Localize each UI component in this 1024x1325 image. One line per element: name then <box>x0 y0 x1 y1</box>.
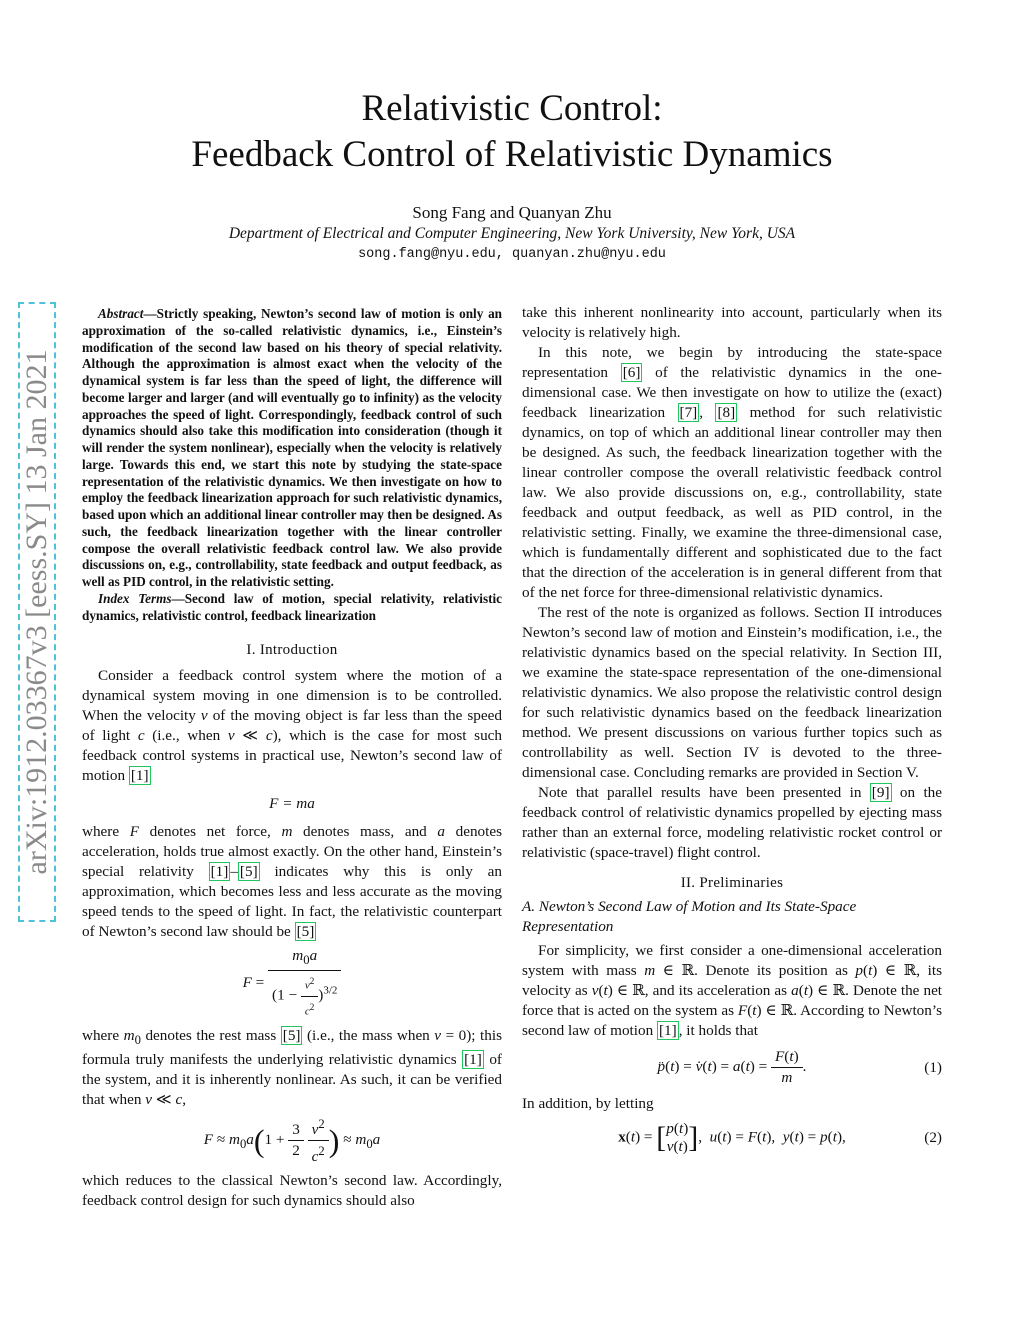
citation-link[interactable]: [6] <box>622 364 641 381</box>
right-paragraph-4: Note that parallel results have been presented in [9] on the feedback control of relativistic dynamics propelled by ejecting mass rather than an external force, modeling relativistic rocket control or relativistic (space-travel) flight control. <box>522 784 942 861</box>
citation-link[interactable]: [5] <box>282 1026 301 1044</box>
arxiv-id[interactable]: arXiv:1912.03367v3 [eess.SY] 13 Jan 2021 <box>20 349 53 875</box>
citation-link[interactable]: [1] <box>130 767 149 785</box>
right-column <box>522 303 942 1162</box>
authors: Song Fang and Quanyan Zhu <box>412 203 612 222</box>
citation-link[interactable]: [8] <box>717 404 736 421</box>
author-emails: song.fang@nyu.edu, quanyan.zhu@nyu.edu <box>358 247 666 262</box>
subsection-heading-a: A. Newton’s Second Law of Motion and Its State-Space Representation <box>522 898 857 935</box>
intro-paragraph-1: Consider a feedback control system where the motion of a dynamical system moving in one dimension is to be controlled. When the velocity v of the moving object is far less than the speed of light c (i.e., when v ≪ c), which is the case for most such feedback control systems in practical use, Newton’s second law of motion [1] <box>82 667 503 785</box>
index-terms <box>82 591 502 625</box>
citation-link[interactable]: [5] <box>296 923 315 941</box>
equation-approximation: $F \approx m_0a(1$ + $\frac{3}{2}$ $\frac{v^2}{c^2}$ ) ≈ $m_0a$ <box>82 1114 502 1167</box>
citation-link[interactable]: [7] <box>679 404 698 421</box>
equation-1: p̈(t) = v̇(t) = a(t) = $\frac{F(t)}{m}$ . (1) <box>657 1048 942 1086</box>
equation-relativistic-force: F = $m_0a$ (1 − $\frac{v^2}{c^2}$ )$^{3/2}$ <box>82 946 502 1021</box>
title-line-2: Feedback Control of Relativistic Dynamics <box>191 134 833 175</box>
affiliation: Department of Electrical and Computer Engineering, New York University, New York, USA <box>228 225 796 242</box>
section-heading-intro: I. Introduction <box>246 642 338 659</box>
arxiv-sidebar[interactable] <box>18 302 56 922</box>
equation-number: (2) <box>924 1129 942 1146</box>
citation-link[interactable]: [5] <box>239 863 258 881</box>
citation-link[interactable]: [9] <box>871 784 890 801</box>
right-paragraph-2: In this note, we begin by introducing the state-space representation [6] of the relativistic dynamics in the one-dimensional case. We then investigate on how to utilize the (exact) feedback linearization [7] , [8] method for such relativistic dynamics, on top of which an additional linear controller may then be designed. As such, the feedback linearization together with the linear controller compose the overall relativistic feedback control law. We also provide discussions on, e.g., controllability, state feedback and output feedback, as well as PID control, in the relativistic setting. Finally, we examine the three-dimensional case, which is fundamentally different and sophisticated due to the fact that the direction of the acceleration is in general different from that of the net force for three-dimensional relativistic dynamics. <box>522 344 942 601</box>
equation-newton: F = ma <box>269 795 315 813</box>
intro-paragraph-3: where $m_0$ denotes the rest mass [5] (i.e., the mass when v = 0); this formula truly manifests the underlying relativistic dynamics [1] of the system, and it is inherently nonlinear. As such, it can be verified that when v ≪ c, <box>82 1026 502 1108</box>
right-paragraph-3: The rest of the note is organized as follows. Section II introduces Newton’s second law of motion and Einstein’s modification, i.e., the relativistic dynamics based on the special relativity. In Section III, we examine the state-space representation of the one-dimensional relativistic dynamics. We also propose the relativistic control design for such relativistic dynamics based on the feedback linearization method. We present discussions on various further topics such as controllability as well. Section IV is devoted to the three-dimensional case. Concluding remarks are provided in Section V. <box>522 604 942 781</box>
abstract-label: Abstract <box>98 306 144 321</box>
index-terms-label: Index Terms <box>98 590 172 606</box>
preliminaries-paragraph: For simplicity, we first consider a one-dimensional acceleration system with mass m ∈ ℝ. Denote its position as p(t) ∈ ℝ, its velocity as v(t) ∈ ℝ, and its acceleration as a(t) ∈ ℝ. Denote the net force that is acted on the system as F(t) ∈ ℝ. According to Newton’s second law of motion [1] , it holds that <box>522 942 943 1039</box>
letting-text: In addition, by letting <box>522 1095 654 1112</box>
section-heading-preliminaries: II. Preliminaries <box>680 875 784 891</box>
title-line-1: Relativistic Control: <box>361 88 663 129</box>
equation-number: (1) <box>924 1058 942 1076</box>
intro-paragraph-4: which reduces to the classical Newton’s second law. Accordingly, feedback control design for such dynamics should also <box>82 1171 502 1209</box>
citation-link[interactable]: [1] <box>658 1022 677 1039</box>
left-column <box>82 306 502 1211</box>
equation-2: x(t) = [p(t) v(t)], u(t) = F(t), y(t) = p(t), (2) <box>618 1120 942 1155</box>
right-paragraph-1: take this inherent nonlinearity into account, particularly when its velocity is relatively high. <box>522 304 942 341</box>
index-terms-text: —Second law of motion, special relativity, relativistic dynamics, relativistic control, feedback linearization <box>82 590 502 623</box>
citation-link[interactable]: [1] <box>210 863 229 881</box>
abstract <box>82 306 502 591</box>
citation-link[interactable]: [1] <box>464 1050 482 1068</box>
abstract-text: —Strictly speaking, Newton’s second law of motion is only an approximation of the so-called relativistic dynamics, i.e., Einstein’s modification of the second law based on his theory of special relativity. Although the approximation is almost exact when the velocity of the dynamical system is far less than the speed of light, the difference will become larger and larger (and will eventually go to infinity) as the velocity approaches the speed of light. Correspondingly, feedback control of such dynamics should also take this modification into consideration (though it will render the system nonlinear), especially when the velocity is relatively large. Towards this end, we start this note by studying the state-space representation of the relativistic dynamics. We then investigate on how to employ the feedback linearization approach for such relativistic dynamics, based upon which an additional linear controller may then be designed. As such, the feedback linearization together with the linear controller compose the overall relativistic feedback control law. We also provide discussions on, e.g., controllability, state feedback and output feedback, as well as PID control, in the relativistic setting. <box>82 306 502 589</box>
intro-paragraph-2: where F denotes net force, m denotes mass, and a denotes acceleration, holds true almost exactly. On the other hand, Einstein’s special relativity [1] – [5] indicates why this is only an approximation, which becomes less and less accurate as the moving speed tends to the speed of light. In fact, the relativistic counterpart of Newton’s second law should be [5] <box>82 823 503 941</box>
paper-title <box>0 86 1024 178</box>
